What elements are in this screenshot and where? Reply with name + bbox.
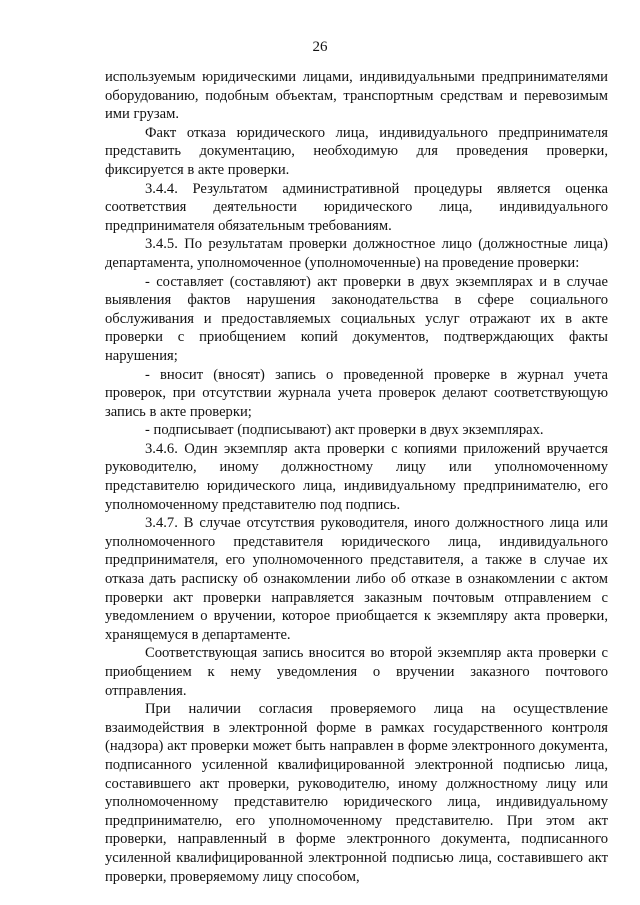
paragraph-3-4-5: 3.4.5. По результатам проверки должностное лицо (должностные лица) департамента, уполномоченное (уполномоченные) на проведение проверки: [105, 236, 608, 271]
paragraph-3-4-7: 3.4.7. В случае отсутствия руководителя, иного должностного лица или уполномоченного представителя юридического лица, индивидуального предпринимателя, его уполномоченного представителя, а также в случае их отказа дать расписку об ознакомлении либо об отказе в ознакомлении с актом проверки акт проверки направляется заказным почтовым отправлением с уведомлением о вручении, которое приобщается к экземпляру акта проверки, хранящемуся в департаменте. [105, 515, 608, 643]
paragraph-refusal-fact: Факт отказа юридического лица, индивидуального предпринимателя представить документацию, необходимую для проведения проверки, фиксируется в акте проверки. [105, 124, 608, 178]
list-item-signs-act: - подписывает (подписывают) акт проверки в двух экземплярах. [145, 422, 544, 439]
paragraph-3-4-6: 3.4.6. Один экземпляр акта проверки с копиями приложений вручается руководителю, иному должностному лицу или уполномоченному представителю юридического лица, индивидуальному предпринимателю, его уполномоченному представителю под подпись. [105, 440, 608, 513]
list-item-draws-up-act: - составляет (составляют) акт проверки в двух экземплярах и в случае выявления фактов нарушения законодательства в сфере социального обслуживания и предоставляемых социальных услуг отражают их в акте проверки с приобщением копий документов, подтверждающих факты нарушения; [105, 273, 608, 364]
paragraph-record-entry: Соответствующая запись вносится во второй экземпляр акта проверки с приобщением к нему уведомления о вручении заказного почтового отправления. [105, 645, 608, 699]
paragraph-continuation: используемым юридическими лицами, индивидуальными предпринимателями оборудованию, подобным объектам, транспортным средствам и перевозимым ими грузам. [105, 69, 608, 123]
document-body [105, 68, 608, 886]
paragraph-3-4-4: 3.4.4. Результатом административной процедуры является оценка соответствия деятельности юридического лица, индивидуального предпринимателя обязательным требованиям. [105, 180, 608, 234]
page-number: 26 [312, 39, 328, 55]
paragraph-electronic-form: При наличии согласия проверяемого лица на осуществление взаимодействия в электронной форме в рамках государственного контроля (надзора) акт проверки может быть направлен в форме электронного документа, подписанного усиленной квалифицированной электронной подписью лица, составившего акт проверки, руководителю, иному должностному лицу или уполномоченному представителю юридического лица, индивидуальному предпринимателю, его уполномоченному представителю. При этом акт проверки, направленный в форме электронного документа, подписанного усиленной квалифицированной электронной подписью лица, составившего акт проверки, проверяемому лицу способом, [105, 701, 608, 885]
list-item-journal-entry: - вносит (вносят) запись о проведенной проверке в журнал учета проверок, при отсутствии журнала учета проверок делают соответствующую запись в акте проверки; [105, 366, 608, 420]
